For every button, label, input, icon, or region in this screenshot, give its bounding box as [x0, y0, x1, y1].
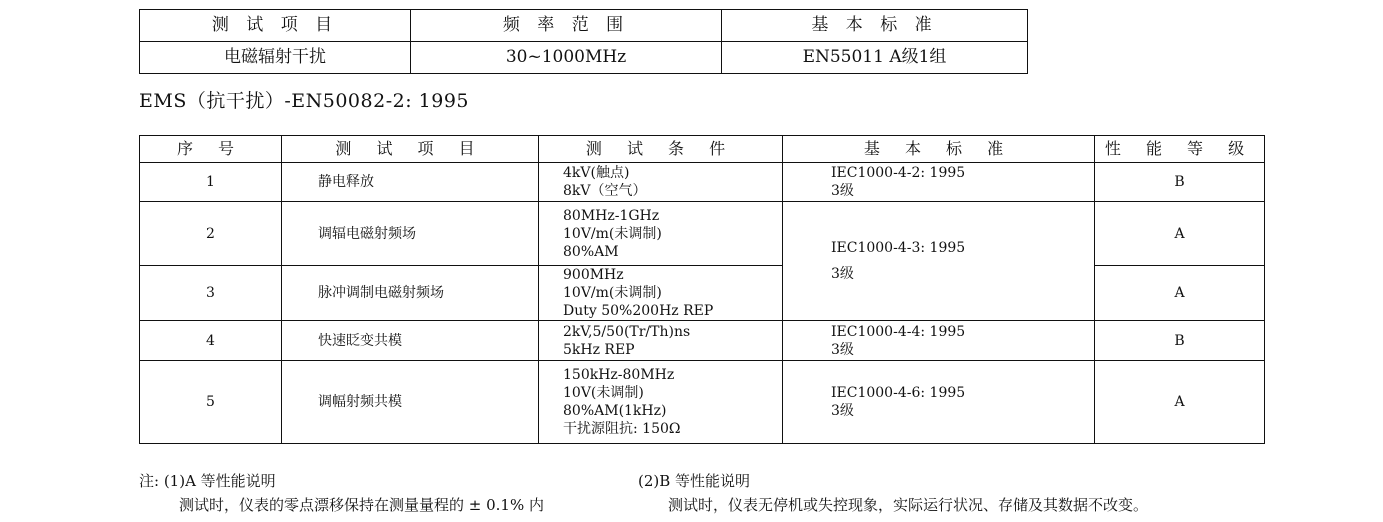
cell-no: 3 [140, 266, 282, 321]
cell-standard [783, 202, 1095, 321]
ems-section-title: EMS（抗干扰）-EN50082-2: 1995 [139, 90, 469, 112]
standard-line: 3级 [831, 341, 854, 358]
note-b-title: (2)B 等性能说明 [638, 472, 751, 490]
header-cell: 测 试 项 目 [282, 136, 539, 163]
condition-line: 80%AM(1kHz) [563, 403, 667, 419]
table-row [140, 266, 1265, 321]
cell-no: 4 [140, 321, 282, 361]
table-row [140, 163, 1265, 202]
note-a-title: 注: (1)A 等性能说明 [139, 472, 276, 490]
table-row [140, 42, 1028, 74]
condition-line: 80MHz-1GHz [563, 207, 660, 224]
cell-frequency: 30~1000MHz [411, 42, 722, 74]
cell-item: 脉冲调制电磁射频场 [282, 266, 539, 321]
standard-line: IEC1000-4-6: 1995 [831, 385, 966, 401]
cell-grade: B [1095, 163, 1265, 202]
emi-table [139, 9, 1028, 74]
cell-condition [539, 361, 783, 444]
condition-line: 150kHz-80MHz [563, 367, 675, 383]
emi-table-header [140, 10, 1028, 42]
condition-line: 2kV,5/50(Tr/Th)ns [563, 323, 691, 340]
note-a-text: 测试时，仪表的零点漂移保持在测量量程的 ± 0.1% 内 [179, 496, 544, 514]
cell-condition [539, 321, 783, 361]
standard-line: 3级 [831, 183, 854, 199]
header-cell: 测 试 条 件 [539, 136, 783, 163]
condition-line: 80%AM [563, 243, 619, 260]
note-b-text: 测试时，仪表无停机或失控现象，实际运行状况、存储及其数据不改变。 [668, 496, 1149, 514]
standard-line: IEC1000-4-3: 1995 [831, 240, 966, 256]
header-cell: 频 率 范 围 [411, 10, 722, 42]
header-cell: 基 本 标 准 [783, 136, 1095, 163]
cell-no: 5 [140, 361, 282, 444]
cell-grade: B [1095, 321, 1265, 361]
cell-no: 1 [140, 163, 282, 202]
condition-line: 10V/m(未调制) [563, 225, 662, 242]
header-cell: 基 本 标 准 [722, 10, 1028, 42]
cell-no: 2 [140, 202, 282, 266]
cell-standard [783, 163, 1095, 202]
ems-table-header [140, 136, 1265, 163]
cell-standard [783, 361, 1095, 444]
header-cell: 测 试 项 目 [140, 10, 411, 42]
condition-line: 10V(未调制) [563, 385, 644, 401]
cell-item: 调辐电磁射频场 [282, 202, 539, 266]
cell-item: 电磁辐射干扰 [140, 42, 411, 74]
cell-condition [539, 163, 783, 202]
condition-line: 4kV(触点) [563, 165, 630, 181]
cell-grade: A [1095, 266, 1265, 321]
condition-line: 900MHz [563, 267, 624, 283]
cell-standard: EN55011 A级1组 [722, 42, 1028, 74]
ems-table [139, 135, 1265, 444]
standard-line: IEC1000-4-4: 1995 [831, 323, 966, 340]
condition-line: 5kHz REP [563, 341, 635, 358]
condition-line: Duty 50%200Hz REP [563, 303, 714, 319]
cell-condition [539, 202, 783, 266]
standard-line: 3级 [831, 266, 854, 282]
table-row [140, 202, 1265, 266]
table-row [140, 321, 1265, 361]
header-cell: 序 号 [140, 136, 282, 163]
condition-line: 10V/m(未调制) [563, 285, 662, 301]
note-a [139, 469, 544, 517]
cell-standard [783, 321, 1095, 361]
cell-condition [539, 266, 783, 321]
table-row [140, 361, 1265, 444]
standard-line: IEC1000-4-2: 1995 [831, 165, 966, 181]
cell-grade: A [1095, 361, 1265, 444]
condition-line: 8kV（空气） [563, 183, 647, 199]
standard-line: 3级 [831, 403, 854, 419]
note-b [638, 469, 1148, 517]
cell-item: 快速眨变共模 [282, 321, 539, 361]
cell-grade: A [1095, 202, 1265, 266]
condition-line: 干扰源阻抗: 150Ω [563, 421, 681, 437]
header-cell: 性 能 等 级 [1095, 136, 1265, 163]
cell-item: 静电释放 [282, 163, 539, 202]
cell-item: 调幅射频共模 [282, 361, 539, 444]
